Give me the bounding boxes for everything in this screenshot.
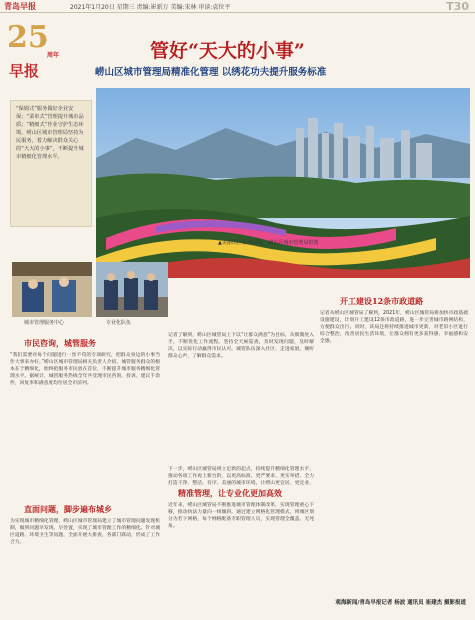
photo-service-center	[12, 262, 92, 317]
article-column-6: 记者从崂山区城管局了解到，2021年，崂山区城管局将加快市政基础设施建设，计划开工建设12条市政道路，进一步完善城市路网结构，方便群众出行。同时，该局还将持续推进城市更新，对老旧小区进行综合整治，改善居民生活环境，让群众拥有更多获得感、幸福感和安全感。	[320, 311, 468, 345]
main-photo	[96, 88, 470, 278]
photo-caption-2: 专业化队伍	[106, 320, 132, 326]
anniversary-brush-text: 早报	[9, 62, 40, 80]
article-column-4: 下一步，崂山区城管局将立足新的起点，持续提升精细化管理水平，推动各项工作再上新台阶，以更高标准、更严要求、更实举措，全力打造干净、整洁、有序、美丽的城市环境，让崂山更宜居、更宜业、	[168, 467, 314, 486]
section-heading-1: 市民咨询，城管服务	[24, 338, 96, 348]
article-column-5: 近年来，崂山区城管局不断推进城市管理体制改革，实现管理重心下移，推动执法力量向一线倾斜。通过建立网格化管理模式，将城区划分为若干网格，每个网格配备专职管理人员，实现管理全覆盖、无死角。	[168, 503, 314, 530]
anniversary-number: 25	[7, 20, 49, 55]
subheadline: 崂山区城市管理局精准化管理 以绣花功夫提升服务标准	[95, 67, 327, 78]
main-photo-caption: ▲美丽山区景观展现。 崂山区城市管理局供图	[218, 240, 319, 246]
photo-professional-team	[96, 262, 168, 317]
intro-text: “保姆式”服务做好企业安保；“菜单式”管理提升城市品质；“精细式”作业守护生态环境。崂山区城市管理局坚持为民服务，着力解决群众关心的“天大的小事”，不断提升城市精细化管理水平。	[16, 106, 84, 160]
article-column-2: 为实现城市精细化管理，崂山区城市管理局建立了城市管理问题发现机制，做到问题早发现、早处置，实现了城市管理工作的精细化。针对城区道路、环境卫生等问题，全面开展大排查，各部门联动，形成了工作合力。	[10, 519, 160, 546]
page-header	[0, 0, 475, 13]
section-heading-4: 开工建设12条市政道路	[340, 296, 424, 306]
anniversary-year-label: 周年	[47, 52, 60, 59]
photo-caption-1: 城市管理服务中心	[24, 320, 65, 326]
section-heading-2: 直面问题，脚步遍布城乡	[24, 504, 112, 514]
anniversary-logo	[3, 16, 73, 86]
article-column-3: 记者了解到，崂山区城管局上下以“让群众满意”为目标，从细微处入手，不断优化工作流程。坚持全天候巡查，及时发现问题，及时解决，以实际行动赢得市民认可。城管队伍深入社区、走进家庭，倾听群众心声，了解群众需求。	[168, 333, 314, 360]
page-code: T30	[446, 0, 469, 13]
article-column-1: “我们需要对每个问题进行一丝不苟的专项研究，把群众身边的小事当作大事来办好。”崂山区城市管理局相关负责人介绍，城管服务群众的根本在于精细化，始终把服务市民放在首位，不断提升城市服务精细化管理水平。据统计，城管服务热线全年共受理市民咨询、投诉、建议千余件，回复率和满意度均位居全市前列。	[10, 353, 160, 387]
intro-box	[10, 100, 92, 227]
section-heading-3: 精准管理，让专业化更加高效	[178, 488, 282, 498]
headline: 管好“天大的小事”	[150, 40, 305, 62]
dateline: 2021年1月20日 星期三 责编:崔新万 美编:宋林 审读:袁位平	[70, 4, 231, 11]
byline: 观海新闻/青岛早报记者 杨波 通讯员 崔建杰 摄影报道	[335, 600, 466, 606]
newspaper-brand: 青岛早报	[4, 2, 36, 11]
